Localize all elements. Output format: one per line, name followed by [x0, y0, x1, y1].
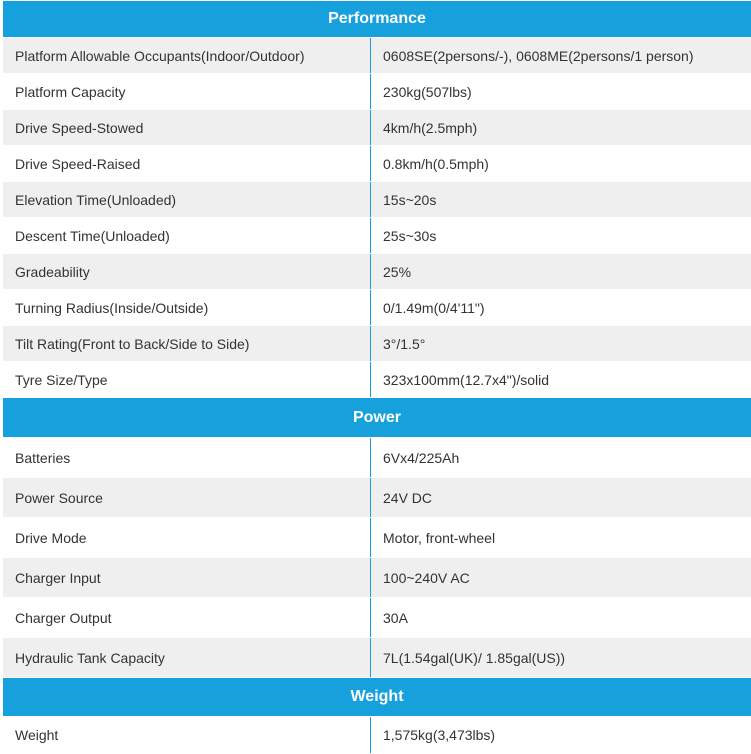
spec-label: Descent Time(Unloaded) [3, 218, 371, 253]
spec-value: 24V DC [383, 489, 433, 506]
table-row [3, 38, 751, 74]
section-title: Power [3, 398, 751, 438]
spec-label: Gradeability [3, 254, 371, 289]
spec-label: Platform Capacity [3, 74, 371, 109]
spec-label: Drive Speed-Raised [3, 146, 371, 181]
spec-value: 15s~20s [383, 191, 437, 208]
spec-value: 323x100mm(12.7x4")/solid [383, 371, 550, 388]
table-row [3, 717, 751, 754]
spec-label: Turning Radius(Inside/Outside) [3, 290, 371, 325]
table-row [3, 638, 751, 678]
section-title: Weight [3, 678, 751, 717]
table-row [3, 518, 751, 558]
spec-label: Charger Input [3, 558, 371, 597]
spec-label: Weight [3, 717, 371, 753]
spec-label: Power Source [3, 478, 371, 517]
spec-value: 0608SE(2persons/-), 0608ME(2persons/1 person) [383, 47, 694, 64]
spec-value: 230kg(507lbs) [383, 83, 472, 100]
section-performance [3, 1, 751, 398]
spec-value: Motor, front-wheel [383, 529, 496, 546]
table-row [3, 326, 751, 362]
spec-label: Charger Output [3, 598, 371, 637]
spec-value: 7L(1.54gal(UK)/ 1.85gal(US)) [383, 649, 566, 666]
table-row [3, 478, 751, 518]
spec-value: 1,575kg(3,473lbs) [383, 727, 496, 743]
table-row [3, 74, 751, 110]
section-title: Performance [3, 1, 751, 38]
table-row [3, 182, 751, 218]
spec-label: Elevation Time(Unloaded) [3, 182, 371, 217]
spec-value: 6Vx4/225Ah [383, 449, 460, 466]
spec-value: 0/1.49m(0/4'11") [383, 299, 485, 316]
spec-label: Hydraulic Tank Capacity [3, 638, 371, 677]
table-row [3, 146, 751, 182]
spec-label: Batteries [3, 438, 371, 477]
spec-label: Tyre Size/Type [3, 362, 371, 397]
spec-value: 25s~30s [383, 227, 437, 244]
spec-value: 25% [383, 263, 412, 280]
table-row [3, 290, 751, 326]
table-row [3, 558, 751, 598]
table-row [3, 438, 751, 478]
spec-label: Tilt Rating(Front to Back/Side to Side) [3, 326, 371, 361]
table-row [3, 218, 751, 254]
spec-value: 3°/1.5° [383, 335, 426, 352]
spec-value: 4km/h(2.5mph) [383, 119, 478, 136]
section-power [3, 398, 751, 678]
spec-label: Platform Allowable Occupants(Indoor/Outdoor) [3, 38, 371, 73]
spec-value: 0.8km/h(0.5mph) [383, 155, 489, 172]
spec-label: Drive Mode [3, 518, 371, 557]
spec-value: 30A [383, 609, 408, 626]
table-row [3, 110, 751, 146]
spec-table [3, 1, 751, 754]
table-row [3, 362, 751, 398]
spec-label: Drive Speed-Stowed [3, 110, 371, 145]
table-row [3, 598, 751, 638]
section-weight [3, 678, 751, 754]
table-row [3, 254, 751, 290]
spec-value: 100~240V AC [383, 569, 470, 586]
